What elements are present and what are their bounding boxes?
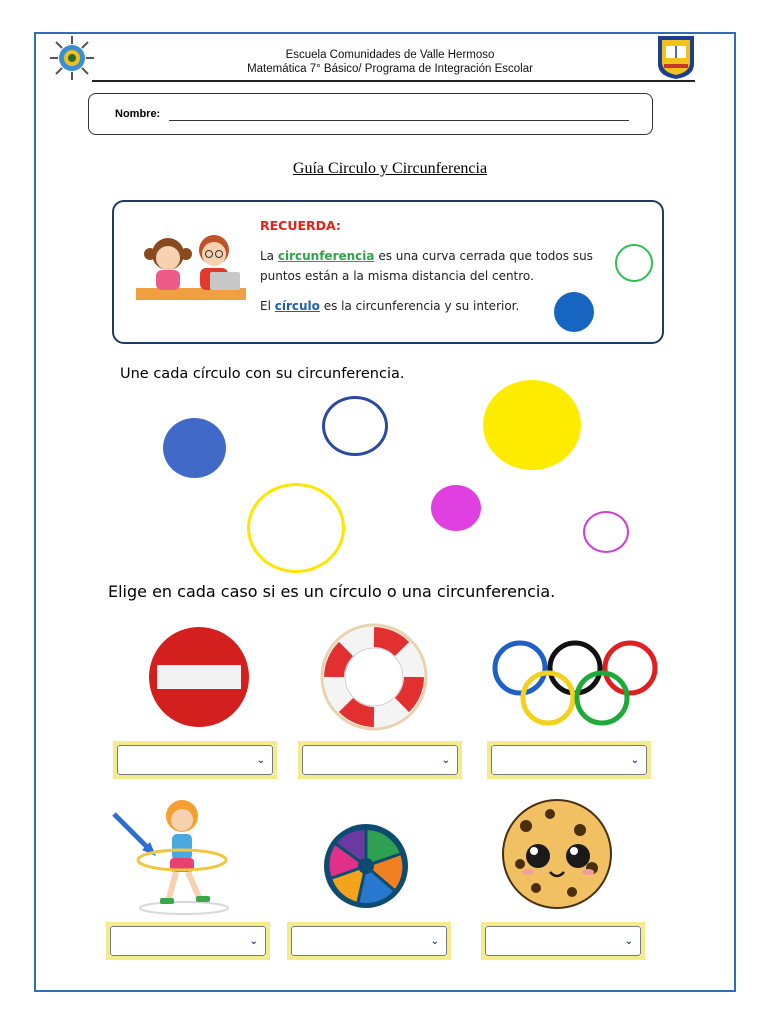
dropdown-field bbox=[485, 926, 641, 956]
def2-suffix: es la circunferencia y su interior. bbox=[319, 299, 520, 313]
magenta-circumference[interactable] bbox=[583, 511, 629, 553]
cookie-image bbox=[500, 796, 614, 912]
name-input-line[interactable] bbox=[169, 120, 629, 121]
header-subtitle: Matemática 7° Básico/ Programa de Integración Escolar bbox=[247, 63, 533, 75]
header-text bbox=[200, 48, 580, 76]
yellow-circumference[interactable] bbox=[247, 483, 345, 573]
answer-dropdown-2[interactable] bbox=[298, 741, 462, 779]
no-entry-sign-image bbox=[148, 624, 250, 730]
school-crest bbox=[656, 34, 696, 80]
header-rule bbox=[92, 80, 695, 82]
instruction-choose: Elige en cada caso si es un círculo o una circunferencia. bbox=[108, 582, 556, 601]
name-box bbox=[88, 93, 653, 135]
yellow-filled-circle[interactable] bbox=[483, 380, 581, 470]
dropdown-field bbox=[491, 745, 647, 775]
blue-circle-example bbox=[554, 292, 594, 332]
recuerda-box bbox=[112, 200, 664, 344]
school-logo bbox=[48, 34, 96, 82]
blue-filled-circle[interactable] bbox=[163, 418, 226, 478]
chevron-down-icon: ⌄ bbox=[624, 936, 633, 947]
def1-prefix: La bbox=[260, 249, 278, 263]
recuerda-heading: RECUERDA: bbox=[260, 218, 341, 233]
trivial-wheel-image bbox=[322, 822, 410, 910]
definition-circulo bbox=[260, 299, 519, 313]
kids-illustration bbox=[136, 226, 246, 306]
answer-dropdown-1[interactable] bbox=[113, 741, 277, 779]
keyword-circulo: círculo bbox=[274, 299, 320, 313]
answer-dropdown-5[interactable] bbox=[287, 922, 451, 960]
dropdown-field bbox=[291, 926, 447, 956]
keyword-circunferencia: circunferencia bbox=[277, 249, 375, 263]
chevron-down-icon: ⌄ bbox=[249, 936, 258, 947]
answer-dropdown-3[interactable] bbox=[487, 741, 651, 779]
school-name: Escuela Comunidades de Valle Hermoso bbox=[285, 49, 495, 61]
def1-suffix: es una curva cerrada que todos sus puntos están a la misma distancia del centro. bbox=[260, 249, 593, 283]
def2-prefix: El bbox=[260, 299, 275, 313]
chevron-down-icon: ⌄ bbox=[430, 936, 439, 947]
chevron-down-icon: ⌄ bbox=[441, 755, 450, 766]
answer-dropdown-6[interactable] bbox=[481, 922, 645, 960]
dropdown-field bbox=[110, 926, 266, 956]
life-ring-image bbox=[318, 622, 430, 732]
dropdown-field bbox=[302, 745, 458, 775]
answer-dropdown-4[interactable] bbox=[106, 922, 270, 960]
girl-hula-hoop-image bbox=[108, 792, 240, 916]
green-circumference-example bbox=[615, 244, 653, 282]
chevron-down-icon: ⌄ bbox=[630, 755, 639, 766]
definition-circunferencia bbox=[260, 246, 610, 286]
blue-circumference[interactable] bbox=[322, 396, 388, 456]
name-label: Nombre: bbox=[115, 108, 161, 120]
magenta-filled-circle[interactable] bbox=[431, 485, 481, 531]
dropdown-field bbox=[117, 745, 273, 775]
chevron-down-icon: ⌄ bbox=[256, 755, 265, 766]
guide-title: Guía Circulo y Circunferencia bbox=[292, 160, 488, 177]
instruction-match: Une cada círculo con su circunferencia. bbox=[120, 366, 405, 382]
olympic-rings-image bbox=[492, 638, 658, 730]
